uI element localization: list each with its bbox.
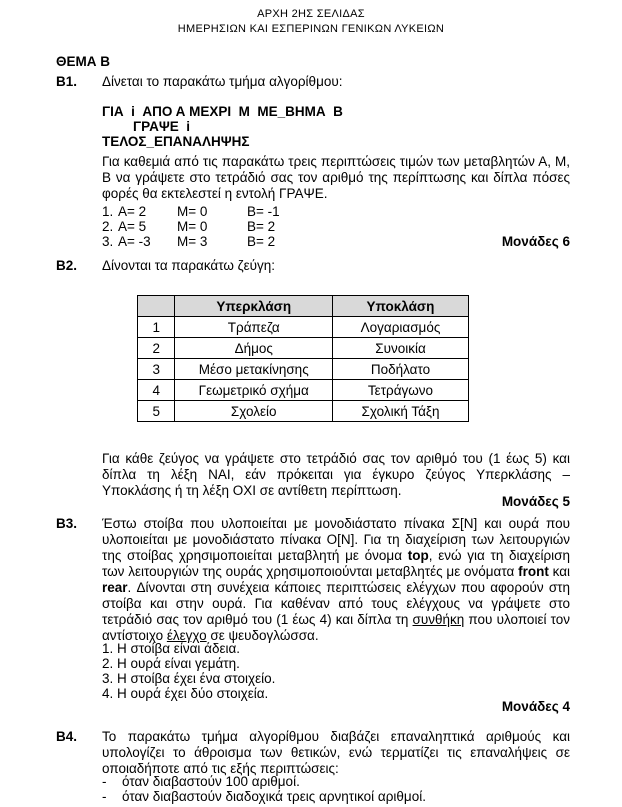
b3-paragraph bbox=[102, 516, 570, 644]
case-a: Α= 5 bbox=[118, 219, 147, 234]
table-row bbox=[138, 359, 469, 380]
b3-text-2: , ενώ για τη διαχείριση των λειτουργιών της ουράς χρησιμοποιούνται μεταβλητές με ονόματα bbox=[102, 548, 570, 579]
header-line-1: ΑΡΧΗ 2ΗΣ ΣΕΛΙΔΑΣ bbox=[257, 8, 365, 20]
subclass-cell: Λογαριασμός bbox=[332, 317, 468, 338]
b3-text-5: που υλοποιεί τον αντίστοιχο bbox=[102, 612, 570, 643]
case-m: Μ= 3 bbox=[177, 234, 208, 249]
b2-intro: Δίνονται τα παρακάτω ζεύγη: bbox=[102, 258, 276, 273]
b3-label: Β3. bbox=[56, 516, 78, 531]
table-header-row bbox=[138, 296, 469, 317]
case-number: 1. bbox=[102, 204, 114, 219]
keyword-front: front bbox=[518, 564, 549, 579]
subclass-cell: Ποδήλατο bbox=[332, 359, 468, 380]
case-number: 2. bbox=[102, 219, 114, 234]
subclass-cell: Τετράγωνο bbox=[332, 380, 468, 401]
b1-code-line-1: ΓΙΑ i ΑΠΟ Α ΜΕΧΡΙ Μ ΜΕ_ΒΗΜΑ Β bbox=[102, 104, 343, 119]
b4-paragraph: Το παρακάτω τμήμα αλγορίθμου διαβάζει επαναληπτικά αριθμούς και υπολογίζει το άθροισμα των θετικών, ενώ τερματίζει τις επαναλήψεις σε οποιαδήποτε από τις εξής περιπτώσεις: bbox=[102, 729, 570, 776]
b3-text-6: σε ψευδογλώσσα. bbox=[206, 628, 319, 643]
subclass-cell: Συνοικία bbox=[332, 338, 468, 359]
b1-intro: Δίνεται το παρακάτω τμήμα αλγορίθμου: bbox=[102, 74, 343, 89]
b1-code-line-3: ΤΕΛΟΣ_ΕΠΑΝΑΛΗΨΗΣ bbox=[102, 134, 250, 149]
case-b: Β= -1 bbox=[247, 204, 280, 219]
b2-label: Β2. bbox=[56, 258, 78, 273]
case-b: Β= 2 bbox=[247, 234, 276, 249]
header-line-2: ΗΜΕΡΗΣΙΩΝ ΚΑΙ ΕΣΠΕΡΙΝΩΝ ΓΕΝΙΚΩΝ ΛΥΚΕΙΩΝ bbox=[177, 23, 445, 35]
table-row bbox=[138, 401, 469, 422]
case-m: Μ= 0 bbox=[177, 219, 208, 234]
table-row bbox=[138, 338, 469, 359]
b3-item-3: 3. Η στοίβα έχει ένα στοιχείο. bbox=[102, 671, 276, 686]
b3-text-1: Έστω στοίβα που υλοποιείται με μονοδιάστατο πίνακα Σ[Ν] και ουρά που υλοποιείται με μονοδιάστατο πίνακα Ο[Ν]. Για τη διαχείριση των λειτουργιών της στοίβας χρησιμοποιείται μεταβλητή με όνομα bbox=[102, 516, 570, 563]
b3-item-4: 4. Η ουρά έχει δύο στοιχεία. bbox=[102, 686, 269, 701]
case-number: 3. bbox=[102, 234, 114, 249]
b1-code-line-2: ΓΡΑΨΕ i bbox=[133, 119, 191, 134]
superclass-cell: Σχολείο bbox=[175, 401, 333, 422]
superclass-cell: Μέσο μετακίνησης bbox=[175, 359, 333, 380]
table-row bbox=[138, 380, 469, 401]
row-number: 5 bbox=[138, 401, 175, 422]
table-header-cell: Υποκλάση bbox=[332, 296, 468, 317]
bullet-text: όταν διαβαστούν διαδοχικά τρεις αρνητικοί αριθμοί. bbox=[122, 789, 426, 804]
subclass-cell: Σχολική Τάξη bbox=[332, 401, 468, 422]
case-a: Α= 2 bbox=[118, 204, 147, 219]
pairs-table bbox=[137, 295, 469, 422]
superclass-cell: Γεωμετρικό σχήμα bbox=[175, 380, 333, 401]
keyword-rear: rear bbox=[102, 580, 128, 595]
case-m: Μ= 0 bbox=[177, 204, 208, 219]
b4-label: Β4. bbox=[56, 729, 78, 744]
table-header-cell bbox=[138, 296, 175, 317]
b2-paragraph: Για κάθε ζεύγος να γράψετε στο τετράδιό σας τον αριθμό του (1 έως 5) και δίπλα τη λέξη ΝΑΙ, εάν πρόκειται για έγκυρο ζεύγος Υπερκλάσης – Υποκλάσης ή τη λέξη ΟΧΙ σε αντίθετη περίπτωση. bbox=[102, 451, 570, 498]
theme-title: ΘΕΜΑ Β bbox=[56, 54, 110, 69]
b2-marks: Μονάδες 5 bbox=[501, 494, 570, 509]
b1-paragraph: Για καθεμιά από τις παρακάτω τρεις περιπτώσεις τιμών των μεταβλητών Α, Μ, Β να γράψετε στο τετράδιό σας τον αριθμό της περίπτωσης και δίπλα πόσες φορές θα εκτελεστεί η εντολή ΓΡΑΨΕ. bbox=[102, 154, 570, 201]
superclass-cell: Τράπεζα bbox=[175, 317, 333, 338]
superclass-cell: Δήμος bbox=[175, 338, 333, 359]
underlined-check: έλεγχο bbox=[166, 628, 207, 643]
b3-item-2: 2. Η ουρά είναι γεμάτη. bbox=[102, 656, 240, 671]
bullet-mark: - bbox=[102, 789, 107, 804]
b3-text-3: και bbox=[548, 564, 570, 579]
keyword-top: top bbox=[407, 548, 429, 563]
b3-text-4: . Δίνονται στη συνέχεια κάποιες περιπτώσεις ελέγχων που αφορούν στη στοίβα και στην ουρά. Για καθέναν από τους ελέγχους να γράψετε στο τετράδιό σας τον αριθμό του (1 έως 4) και δίπλα τη bbox=[102, 580, 570, 627]
row-number: 3 bbox=[138, 359, 175, 380]
bullet-mark: - bbox=[102, 774, 107, 789]
underlined-condition: συνθήκη bbox=[412, 612, 465, 627]
row-number: 2 bbox=[138, 338, 175, 359]
bullet-text: όταν διαβαστούν 100 αριθμοί. bbox=[122, 774, 300, 789]
table-header-cell: Υπερκλάση bbox=[175, 296, 333, 317]
b3-marks: Μονάδες 4 bbox=[501, 699, 570, 714]
b1-label: Β1. bbox=[56, 74, 78, 89]
b3-item-1: 1. Η στοίβα είναι άδεια. bbox=[102, 641, 241, 656]
case-a: Α= -3 bbox=[118, 234, 151, 249]
row-number: 1 bbox=[138, 317, 175, 338]
row-number: 4 bbox=[138, 380, 175, 401]
case-b: Β= 2 bbox=[247, 219, 276, 234]
b1-marks: Μονάδες 6 bbox=[501, 234, 570, 249]
page-header bbox=[0, 7, 622, 37]
table-row bbox=[138, 317, 469, 338]
